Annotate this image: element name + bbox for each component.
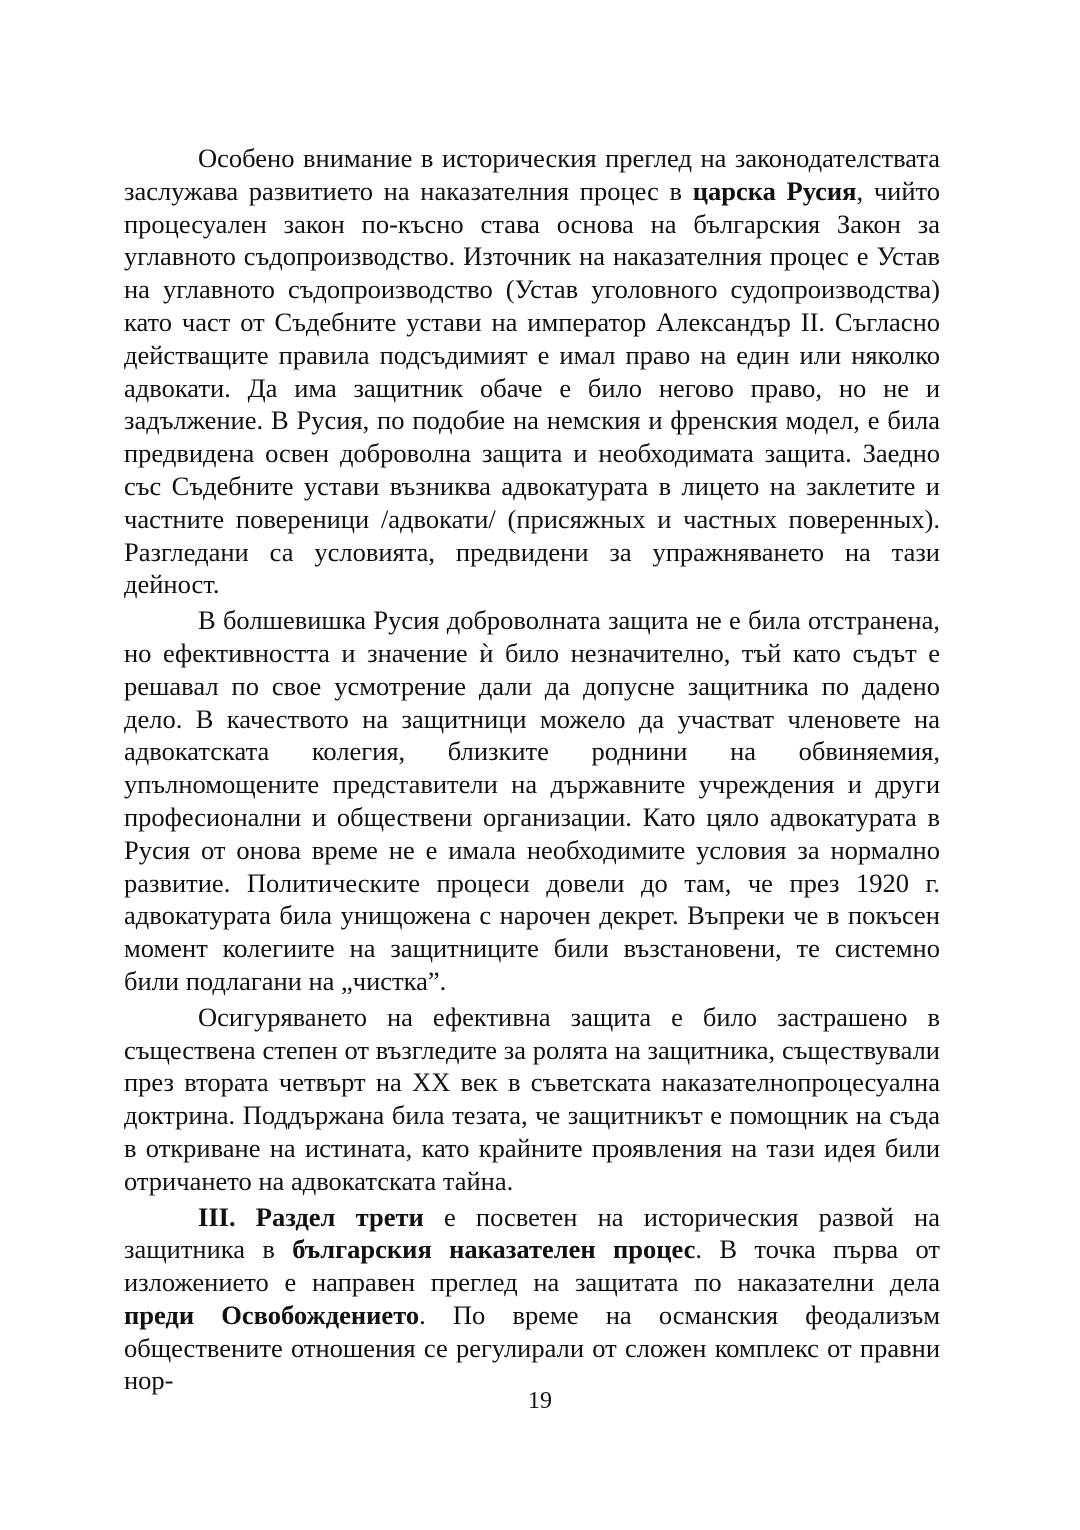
page-number: 19 — [528, 1388, 552, 1414]
text-segment: . В точка първа от изложението е направен преглед на защитата по наказателни дела — [124, 1234, 940, 1298]
paragraph-effective-defense — [124, 1001, 940, 1198]
bold-segment: царска Русия — [692, 175, 857, 206]
text-segment: . По време на османския феодализъм обществените отношения се регулирали от сложен комплекс от правни нор- — [124, 1299, 941, 1396]
paragraph-bolshevik-russia — [124, 604, 940, 998]
text-segment: В болшевишка Русия доброволната защита не е била отстранена, но ефективността и значение ѝ било незначително, тъй като съдът е решавал по свое усмотрение дали да допусне защитника по дадено дело. В качеството на защитници можело да участват членовете на адвокатската колегия, близките роднини на обвиняемия, упълномощените представители на държавните учреждения и други професионални и обществени организации. Като цяло адвокатурата в Русия от онова време не е имала необходимите условия за нормално развитие. Политическите процеси довели до там, че през 1920 г. адвокатурата била унищожена с нарочен декрет. Въпреки че в покъсен момент колегиите на защитниците били възстановени, те системно били подлагани на „чистка”. — [124, 605, 940, 996]
page-body — [124, 142, 940, 1397]
paragraph-section-three — [124, 1201, 940, 1398]
text-segment: , чийто процесуален закон по-късно става основа на българския Закон за углавното съдопроизводство. Източник на наказателния процес е Устав на углавното съдопроизводство (Устав уголовного судопроизводства) като част от Съдебните устави на император Александър II. Съгласно действащите правила подсъдимият е имал право на един или няколко адвокати. Да има защитник обаче е било негово право, но не и задължение. В Русия, по подобие на немския и френския модел, е била предвидена освен доброволна защита и необходимата защита. Заедно със Съдебните устави възниква адвокатурата в лицето на заклетите и частните повереници /адвокати/ (присяжных и частных поверенных). Разгледани са условията, предвидени за упражняването на тази дейност. — [124, 175, 940, 600]
paragraph-tsarist-russia — [124, 142, 940, 601]
bold-segment: преди Освобождението — [124, 1299, 420, 1330]
text-segment: Осигуряването на ефективна защита е било застрашено в съществена степен от възгледите за ролята на защитника, съществували през втората четвърт на XX век в съветската наказателнопроцесуална доктрина. Поддържана била тезата, че защитникът е помощник на съда в откриване на истината, като крайните проявления на тази идея били отричането на адвокатската тайна. — [124, 1001, 940, 1196]
bold-segment: българския наказателен процес — [292, 1234, 696, 1265]
text-segment: е посветен на историческия развой на защитника в — [124, 1201, 940, 1265]
text-segment: Особено внимание в историческия преглед на законодателствата заслужава развитието на наказателния процес в — [124, 143, 940, 206]
bold-segment: III. Раздел трети — [198, 1201, 424, 1232]
